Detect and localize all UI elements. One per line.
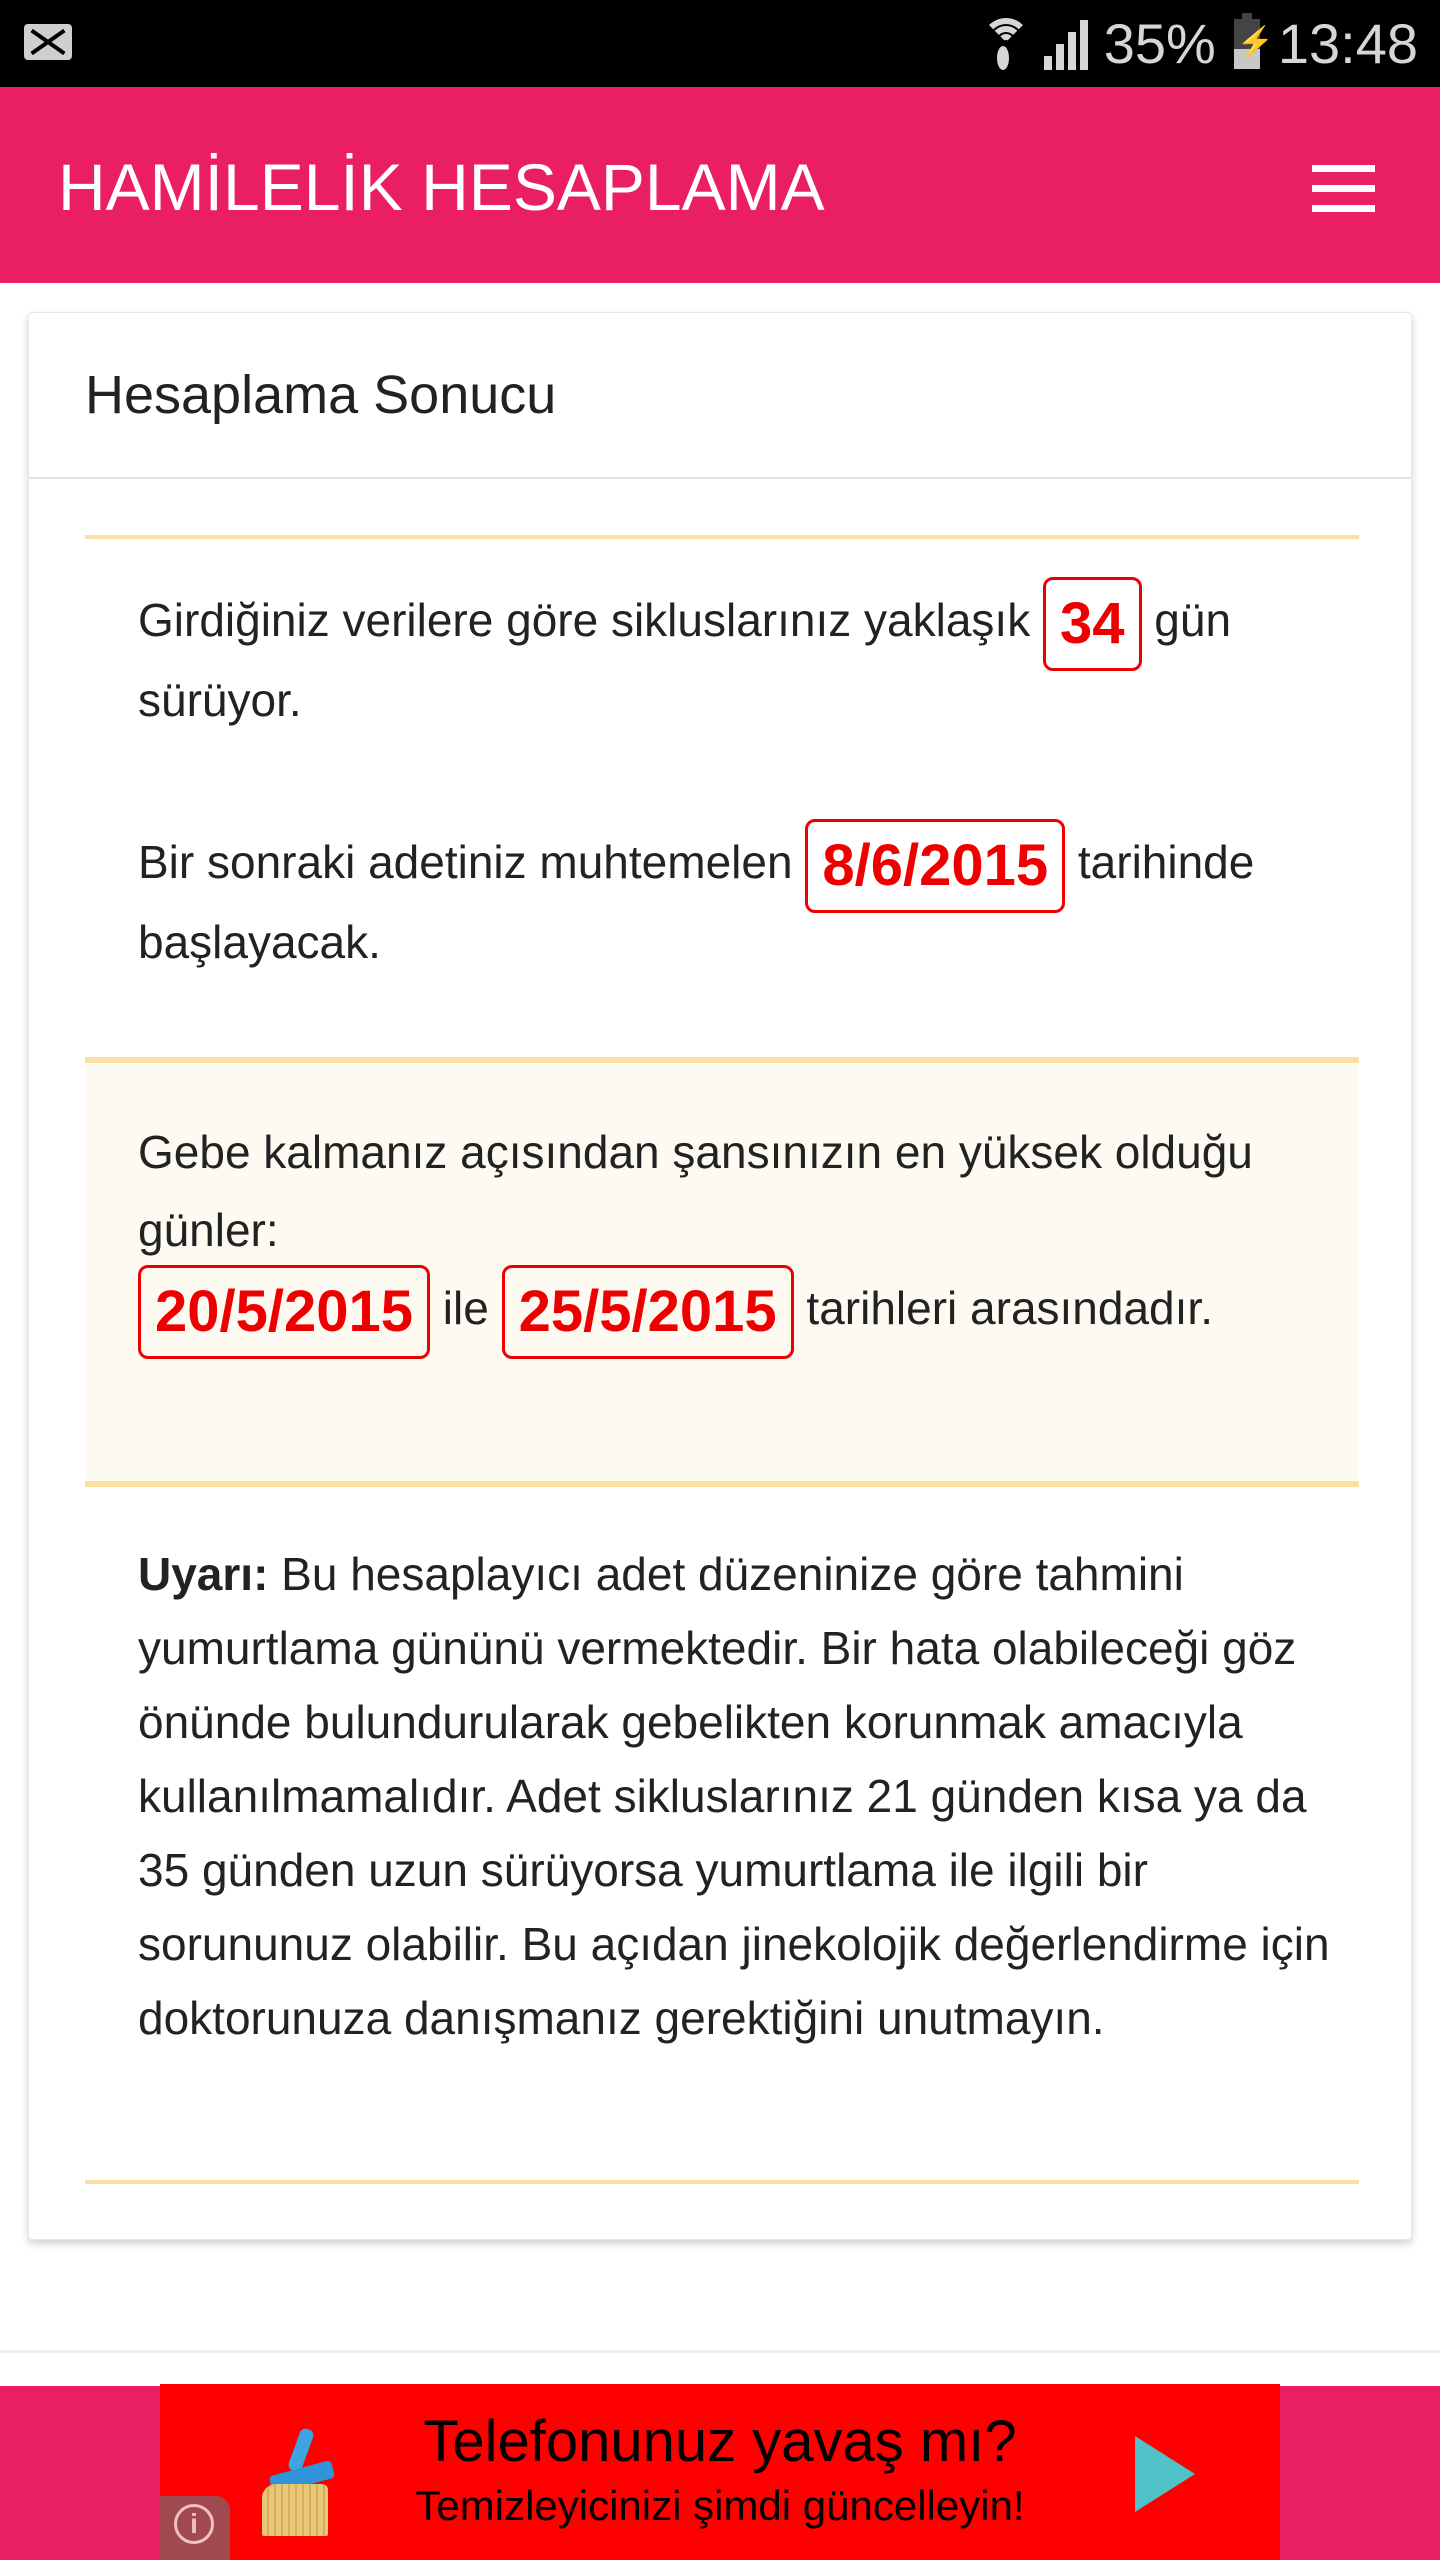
card-title: Hesaplama Sonucu	[85, 365, 557, 425]
ad-banner[interactable]	[160, 2384, 1280, 2560]
cycle-length-value: 34	[1043, 577, 1142, 671]
fertile-start-date: 20/5/2015	[138, 1265, 430, 1359]
ad-info-button[interactable]	[160, 2496, 230, 2560]
battery-charging-icon	[1234, 19, 1260, 69]
footer-separator	[0, 2350, 1440, 2353]
next-period-date: 8/6/2015	[805, 819, 1065, 913]
divider-bottom	[85, 2180, 1359, 2184]
fertile-window-text: Gebe kalmanız açısından şansınızın en yüksek olduğu günler: 20/5/2015 ile 25/5/2015 tarihleri arasındadır.	[138, 1113, 1338, 1349]
app-bar	[0, 87, 1440, 283]
next-period-text: Bir sonraki adetiniz muhtemelen 8/6/2015 tarihinde başlayacak.	[138, 823, 1338, 981]
ad-subline: Temizleyicinizi şimdi güncelleyin!	[415, 2482, 1025, 2529]
status-indicators	[982, 0, 1418, 87]
wifi-icon	[982, 18, 1030, 70]
status-bar	[0, 0, 1440, 87]
card-header	[29, 313, 1411, 479]
ad-headline: Telefonunuz yavaş mı?	[423, 2409, 1017, 2474]
hamburger-menu-button[interactable]	[1300, 157, 1390, 227]
warning-label: Uyarı:	[138, 1548, 269, 1600]
hamburger-menu-icon	[1312, 165, 1375, 172]
fertile-window-box	[85, 1057, 1359, 1487]
info-icon: i	[174, 2504, 214, 2544]
cycle-length-text: Girdiğiniz verilere göre sikluslarınız yaklaşık 34 gün sürüyor.	[138, 581, 1338, 739]
warning-text: Uyarı: Bu hesaplayıcı adet düzeninize göre tahmini yumurtlama gününü vermektedir. Bir hata olabileceği göz önünde bulundurularak gebelikten korunmak amacıyla kullanılmamalıdır. Adet sikluslarınız 21 günden kısa ya da 35 günden uzun sürüyorsa yumurtlama ile ilgili bir sorununuz olabilir. Bu açıdan jinekolojik değerlendirme için doktorunuza danışmanız gerektiğini unutmayın.	[138, 1548, 1330, 2044]
signal-icon	[1044, 18, 1090, 70]
result-card	[28, 312, 1412, 2240]
mail-icon	[24, 24, 72, 60]
clock: 13:48	[1277, 12, 1418, 75]
fertile-end-date: 25/5/2015	[502, 1265, 794, 1359]
battery-percent: 35%	[1103, 12, 1216, 75]
app-title: HAMİLELİK HESAPLAMA	[58, 150, 825, 224]
divider-top	[85, 535, 1359, 539]
play-store-icon	[1135, 2436, 1195, 2512]
